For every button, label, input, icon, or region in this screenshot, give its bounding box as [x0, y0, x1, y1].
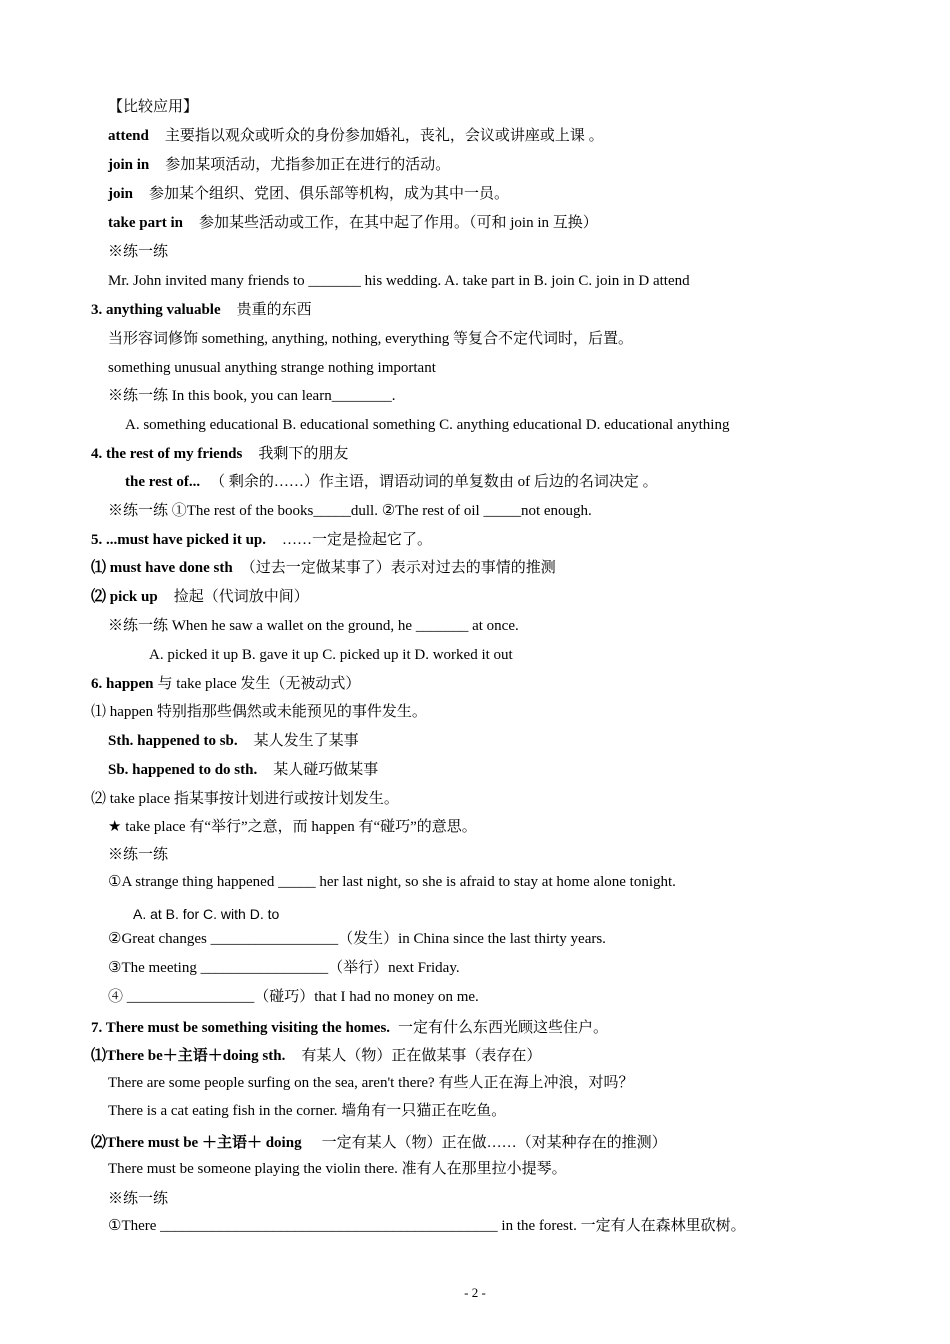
exercise-question: ①A strange thing happened _____ her last night, so she is afraid to stay at home alone tonight.: [108, 874, 676, 890]
term: join in: [108, 157, 150, 173]
point-meaning: 与 take place 发生（无被动式）: [157, 676, 361, 692]
definition: 某人发生了某事: [253, 733, 359, 749]
practice-label: ※练一练: [108, 244, 169, 260]
point-heading: [91, 530, 432, 550]
term: the rest of...: [125, 474, 201, 490]
rule-text: [125, 472, 658, 492]
point-title: 3. anything valuable: [91, 302, 221, 318]
point-heading: [91, 300, 312, 320]
example-text: There is a cat eating fish in the corner. 墙角有一只猫正在吃鱼。: [108, 1103, 507, 1119]
usage-attend: [108, 126, 604, 146]
page-number: - 2 -: [464, 1285, 486, 1300]
term: attend: [108, 128, 149, 144]
note-text: ★ take place 有“举行”之意，而 happen 有“碰巧”的意思。: [108, 819, 477, 835]
definition: （ 剩余的……）作主语，谓语动词的单复数由 of 后边的名词决定 。: [210, 474, 658, 490]
term: ⑴There be＋主语＋doing sth.: [91, 1048, 286, 1064]
point-heading: [91, 444, 348, 464]
exercise-question: Mr. John invited many friends to _______ his wedding. A. take part in B. join C. join in D attend: [108, 273, 690, 289]
point-title: 4. the rest of my friends: [91, 446, 243, 462]
exercise-question: ④ _________________（碰巧）that I had no money on me.: [108, 989, 479, 1005]
example-text: There must be someone playing the violin there. 准有人在那里拉小提琴。: [108, 1161, 567, 1177]
rule-text: [91, 1133, 667, 1153]
usage-join: [108, 184, 509, 204]
section-heading: 【比较应用】: [108, 99, 199, 115]
exercise-options: A. at B. for C. with D. to: [133, 906, 280, 922]
exercise-question: ※练一练 When he saw a wallet on the ground, he _______ at once.: [108, 618, 519, 634]
exercise-question: ※练一练 In this book, you can learn________.: [108, 388, 396, 404]
term: ⑴ must have done sth: [91, 560, 233, 576]
rule-text: 当形容词修饰 something, anything, nothing, everything 等复合不定代词时，后置。: [108, 331, 633, 347]
definition: 参加某些活动或工作，在其中起了作用。（可和 join in 互换）: [199, 215, 598, 231]
exercise-question: ③The meeting _________________（举行）next Friday.: [108, 960, 460, 976]
definition: 参加某项活动，尤指参加正在进行的活动。: [165, 157, 451, 173]
rule-text: [108, 731, 359, 751]
definition: 一定有某人（物）正在做……（对某种存在的推测）: [321, 1135, 667, 1151]
definition: （过去一定做某事了）表示对过去的事情的推测: [240, 560, 556, 576]
exercise-question: ※练一练 ①The rest of the books_____dull. ②The rest of oil _____not enough.: [108, 503, 592, 519]
definition: 有某人（物）正在做某事（表存在）: [301, 1048, 542, 1064]
point-meaning: 一定有什么东西光顾这些住户。: [398, 1020, 609, 1036]
exercise-question: ①There _____________________________________________ in the forest. 一定有人在森林里砍树。: [108, 1218, 746, 1234]
usage-join-in: [108, 155, 450, 175]
point-heading: [91, 1018, 608, 1038]
definition: 参加某个组织、党团、俱乐部等机构，成为其中一员。: [149, 186, 510, 202]
point-meaning: ……一定是捡起它了。: [282, 532, 433, 548]
point-heading: [91, 674, 360, 694]
rule-text: [91, 1046, 541, 1066]
rule-text: ⑴ happen 特别指那些偶然或未能预见的事件发生。: [91, 704, 427, 720]
rule-text: [91, 587, 309, 607]
practice-label: ※练一练: [108, 1191, 169, 1207]
point-title: 5. ...must have picked it up.: [91, 532, 267, 548]
rule-text: ⑵ take place 指某事按计划进行或按计划发生。: [91, 791, 399, 807]
exercise-options: A. something educational B. educational something C. anything educational D. educational anything: [125, 417, 730, 433]
rule-text: [91, 558, 556, 578]
definition: 某人碰巧做某事: [273, 762, 379, 778]
term: join: [108, 186, 134, 202]
example-text: something unusual anything strange nothing important: [108, 360, 436, 376]
term: Sb. happened to do sth.: [108, 762, 258, 778]
exercise-question: ②Great changes _________________（发生）in China since the last thirty years.: [108, 931, 606, 947]
example-text: There are some people surfing on the sea, aren't there? 有些人正在海上冲浪，对吗？: [108, 1075, 634, 1091]
rule-text: [108, 760, 378, 780]
definition: 捡起（代词放中间）: [173, 589, 309, 605]
practice-label: ※练一练: [108, 847, 169, 863]
point-title: 6. happen: [91, 676, 154, 692]
exercise-options: A. picked it up B. gave it up C. picked up it D. worked it out: [149, 647, 513, 663]
term: take part in: [108, 215, 183, 231]
usage-take-part-in: [108, 213, 598, 233]
term: ⑵There must be ＋主语＋ doing: [91, 1135, 302, 1151]
point-meaning: 我剩下的朋友: [258, 446, 349, 462]
term: Sth. happened to sb.: [108, 733, 238, 749]
point-meaning: 贵重的东西: [236, 302, 312, 318]
definition: 主要指以观众或听众的身份参加婚礼，丧礼，会议或讲座或上课 。: [164, 128, 604, 144]
term: ⑵ pick up: [91, 589, 158, 605]
point-title: 7. There must be something visiting the homes.: [91, 1020, 391, 1036]
